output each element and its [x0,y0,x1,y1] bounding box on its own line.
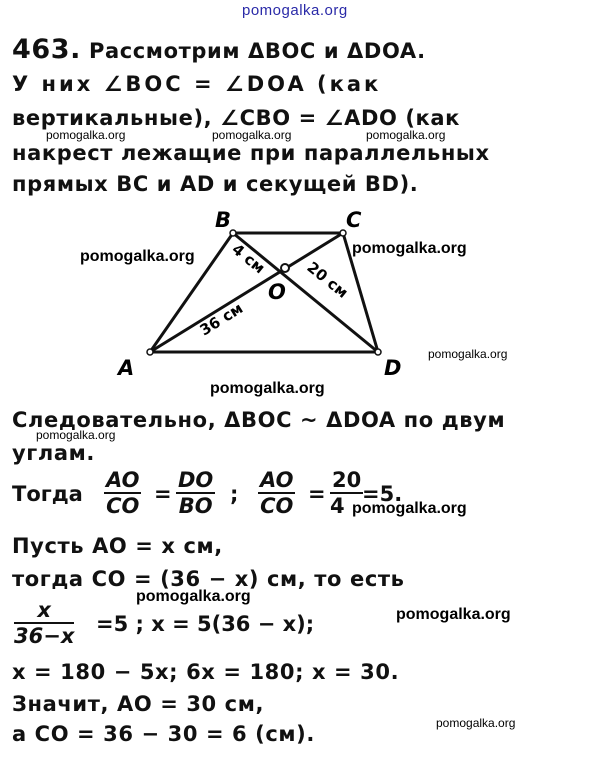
segment-oc-label: 20 см [303,258,352,302]
semicolon: ; [230,482,239,506]
problem-line-5: прямых BC и AD и секущей BD). [12,172,419,196]
fraction-x-36-x [14,598,74,648]
solution-line-1: Следовательно, ΔBOC ~ ΔDOA по двум [12,408,506,432]
label-a: A [118,356,135,380]
label-o: O [268,280,286,304]
solution-final-line: а CO = 36 − 30 = 6 (см). [12,722,315,746]
segment-ao-label: 36 см [196,299,247,340]
equals-sign: = [154,482,172,506]
fraction-numerator: AO [106,468,140,492]
watermark-medium: pomogalka.org [80,248,195,265]
label-d: D [384,356,402,380]
label-c: C [346,208,362,232]
point-o [281,264,289,272]
watermark-small: pomogalka.org [36,428,116,442]
fraction-denominator: BO [178,494,213,518]
solution-then-line: тогда CO = (36 − x) см, то есть [12,567,405,591]
watermark-medium: pomogalka.org [352,500,467,517]
problem-line-4: накрест лежащие при параллельных [12,141,490,165]
solution-therefore-line: Значит, AO = 30 см, [12,692,265,716]
solution-line-2: углам. [12,441,95,465]
fraction-denominator: 36−x [14,624,75,648]
equals-sign: = [308,482,326,506]
watermark-small: pomogalka.org [428,347,508,361]
problem-line-1 [12,34,426,65]
solution-equation-line: x = 180 − 5x; 6x = 180; x = 30. [12,660,400,684]
watermark-small: pomogalka.org [436,716,516,730]
watermark-small: pomogalka.org [366,128,446,142]
problem-line-2: У них ∠BOC = ∠DOA (как [12,72,382,96]
problem-number: 463. [12,34,82,65]
watermark-medium: pomogalka.org [352,240,467,257]
fraction-numerator: x [14,598,74,624]
watermark-top: pomogalka.org [242,2,348,19]
fraction-numerator: 20 [332,468,362,492]
point-a [147,349,153,355]
fraction-ao-co [104,468,141,518]
watermark-medium: pomogalka.org [136,588,251,605]
fraction-do-bo [176,468,215,518]
point-d [375,349,381,355]
fraction-denominator: CO [260,494,294,518]
fraction-ao-co-2 [258,468,295,518]
watermark-medium: pomogalka.org [396,606,511,623]
trapezoid-figure [0,205,600,395]
problem-text-1: Рассмотрим ΔBOC и ΔDOA. [88,39,426,63]
togda-label: Тогда [12,482,83,506]
problem-line-3: вертикальные), ∠CBO = ∠ADO (как [12,106,461,130]
fraction-numerator: AO [260,468,294,492]
fraction-denominator: CO [106,494,140,518]
watermark-medium: pomogalka.org [210,380,325,397]
watermark-small: pomogalka.org [212,128,292,142]
watermark-small: pomogalka.org [46,128,126,142]
result-five: =5. [362,482,403,506]
fraction-denominator: 4 [330,494,345,518]
fraction-numerator: DO [178,468,214,492]
equation-tail: =5 ; x = 5(36 − x); [96,612,315,636]
label-b: B [215,208,232,232]
segment-bo-label: 4 см [228,240,269,278]
solution-let-line: Пусть AO = x см, [12,534,223,558]
